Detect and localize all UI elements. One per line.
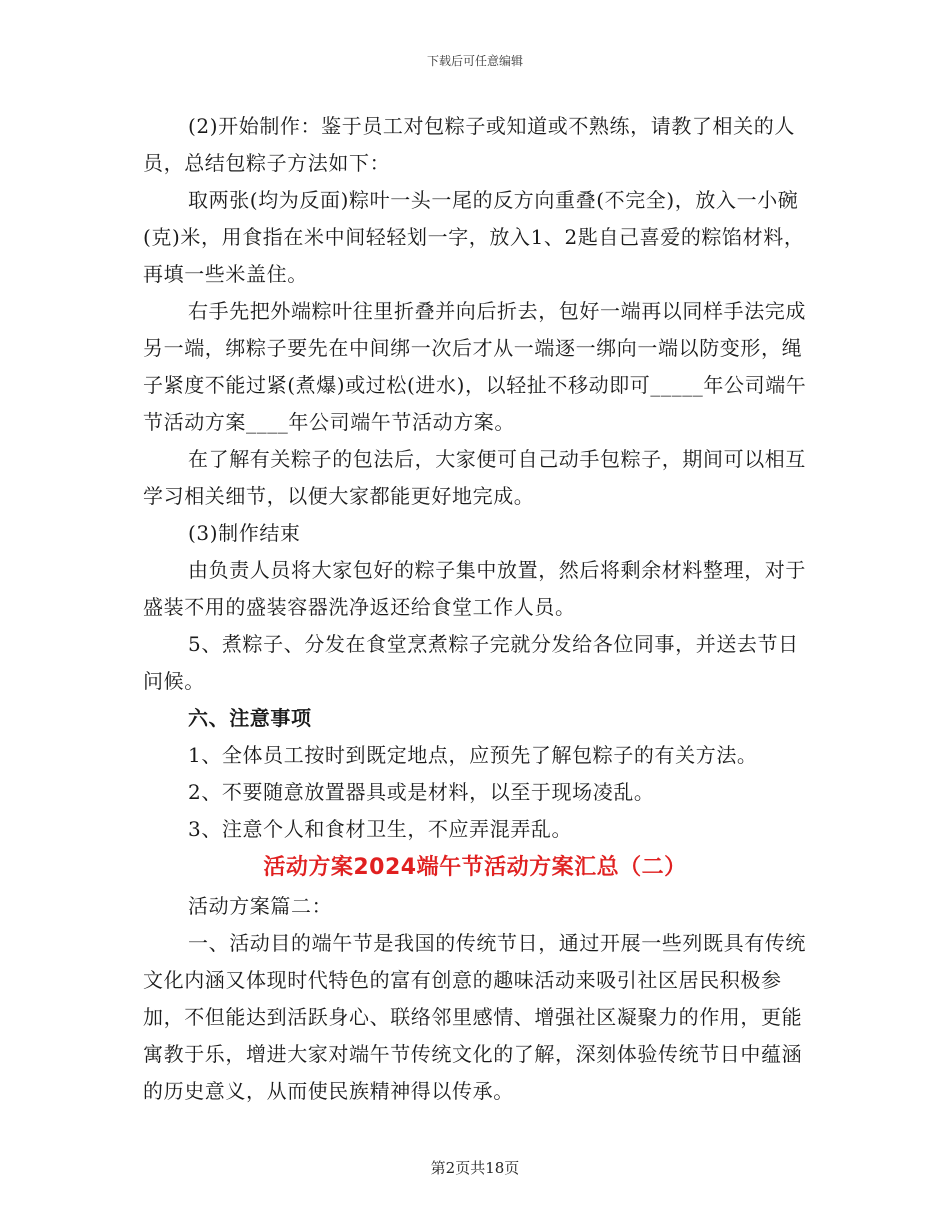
document-body — [143, 108, 807, 1110]
paragraph-boil-distribute: 5、煮粽子、分发在食堂烹煮粽子完就分发给各位同事，并送去节日问候。 — [143, 632, 799, 693]
note-item-3: 3、注意个人和食材卫生，不应弄混弄乱。 — [188, 817, 573, 841]
paragraph-making-start: (2)开始制作：鉴于员工对包粽子或知道或不熟练，请教了相关的人员，总结包粽子方法如下： — [143, 114, 795, 175]
section-title: 活动方案2024端午节活动方案汇总（二） — [263, 855, 687, 880]
paragraph-plan-two-label: 活动方案篇二： — [188, 894, 333, 918]
paragraph-learn-together: 在了解有关粽子的包法后，大家便可自己动手包粽子，期间可以相互学习相关细节，以便大家都能更好地完成。 — [143, 447, 806, 508]
page-footer: 第2页共18页 — [430, 1159, 520, 1177]
paragraph-folding-method: 右手先把外端粽叶往里折叠并向后折去，包好一端再以同样手法完成另一端，绑粽子要先在中间绑一次后才从一端逐一绑向一端以防变形，绳子紧度不能过紧(煮爆)或过松(进水)，以轻扯不移动即可_____年公司端午节活动方案____年公司端午节活动方案。 — [143, 299, 807, 434]
paragraph-making-end: (3)制作结束 — [188, 521, 301, 545]
page-header: 下载后可任意编辑 — [426, 54, 523, 68]
paragraph-leaf-method: 取两张(均为反面)粽叶一头一尾的反方向重叠(不完全)，放入一小碗(克)米，用食指在米中间轻轻划一字，放入1、2匙自己喜爱的粽馅材料，再填一些米盖住。 — [143, 188, 805, 286]
note-item-2: 2、不要随意放置器具或是材料，以至于现场凌乱。 — [188, 780, 655, 804]
paragraph-cleanup: 由负责人员将大家包好的粽子集中放置，然后将剩余材料整理，对于盛装不用的盛装容器洗净返还给食堂工作人员。 — [143, 558, 806, 619]
note-item-1: 1、全体员工按时到既定地点，应预先了解包粽子的有关方法。 — [188, 743, 758, 767]
heading-notes: 六、注意事项 — [188, 706, 312, 730]
paragraph-activity-purpose: 一、活动目的端午节是我国的传统节日，通过开展一些列既具有传统文化内涵又体现时代特色的富有创意的趣味活动来吸引社区居民积极参加，不但能达到活跃身心、联络邻里感情、增强社区凝聚力的作用，更能寓教于乐，增进大家对端午节传统文化的了解，深刻体验传统节日中蕴涵的历史意义，从而使民族精神得以传承。 — [143, 931, 806, 1103]
